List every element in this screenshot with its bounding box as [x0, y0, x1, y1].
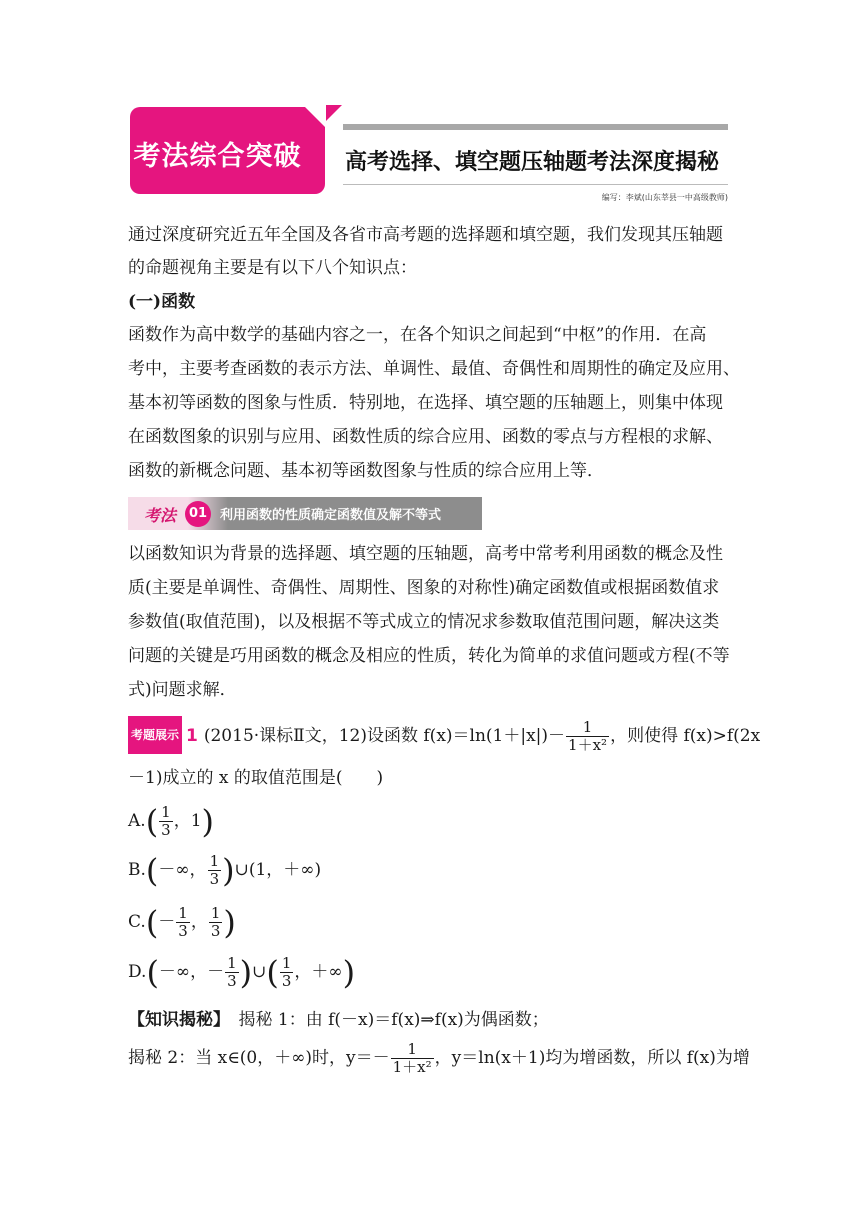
option-d-fraction-2 [280, 955, 294, 990]
option-d-label: D. [128, 962, 147, 982]
method-kaofa-label: 考法 [144, 506, 177, 525]
example-line-2: －1)成立的 x 的取值范围是( ) [128, 768, 384, 788]
paren-close: ) [223, 903, 236, 942]
option-c-mid: ， [190, 912, 208, 932]
fraction-numerator: 1 [391, 1041, 434, 1059]
paren-open: ( [145, 802, 159, 841]
option-a [128, 804, 736, 842]
example-condition: ，则使得 f(x)>f(2x [610, 726, 761, 746]
method-header [128, 497, 482, 530]
fraction-denominator: 3 [210, 922, 221, 940]
method-desc-line-2: 质(主要是单调性、奇偶性、周期性、图象的对称性)确定函数值或根据函数值求 [128, 578, 720, 598]
example-badge: 考题展示 [128, 716, 182, 754]
fraction-denominator: 3 [227, 972, 237, 990]
example-function: f(x)＝ln(1＋|x|)－ [423, 726, 566, 746]
method-number-badge: 01 [185, 501, 211, 527]
example-statement [128, 716, 761, 756]
example-source: (2015·课标Ⅱ文，12)设函数 [203, 726, 418, 746]
option-a-label: A. [128, 811, 146, 831]
banner-notch [305, 107, 325, 127]
fraction-denominator: 1＋x² [392, 1058, 432, 1076]
paren-open: ( [266, 953, 279, 992]
fraction-numerator: 1 [227, 954, 237, 972]
option-b [128, 853, 736, 891]
method-desc-line-5: 式)问题求解． [128, 680, 237, 700]
paren-close: ) [201, 802, 215, 841]
paren-close: ) [342, 953, 356, 992]
fraction-numerator: 1 [209, 852, 220, 870]
fraction-numerator: 1 [210, 904, 221, 922]
option-c [128, 905, 736, 943]
fraction-denominator: 3 [161, 821, 171, 839]
paren-open: ( [145, 851, 159, 890]
paren-open: ( [145, 903, 159, 942]
banner-corner-flag [326, 105, 342, 121]
reveal-2-pre: 揭秘 2：当 x∈(0，＋∞)时，y＝－ [128, 1048, 390, 1068]
banner-subtitle: 高考选择、填空题压轴题考法深度揭秘 [345, 150, 720, 175]
fraction-numerator: 1 [281, 954, 292, 972]
fraction-denominator: 3 [281, 972, 292, 990]
paren-close: ) [222, 851, 235, 890]
option-a-fraction [159, 804, 173, 839]
fraction-denominator: 3 [209, 870, 220, 888]
banner-label: 考法综合突破 [133, 141, 302, 172]
option-b-rest: ∪(1，＋∞) [234, 860, 322, 880]
reveal-label: 【知识揭秘】 [128, 1010, 222, 1030]
example-fraction [566, 719, 609, 754]
editor-note: 编写：李斌(山东莘县一中高级教师) [601, 193, 728, 202]
option-d-rest: ，＋∞ [294, 962, 343, 982]
section-heading: (一)函数 [128, 292, 196, 312]
section-line-4: 在函数图象的识别与应用、函数性质的综合应用、函数的零点与方程根的求解、 [128, 427, 723, 447]
section-line-2: 考中，主要考查函数的表示方法、单调性、最值、奇偶性和周期性的确定及应用、 [128, 359, 740, 379]
banner-label-box [130, 107, 325, 194]
reveal-line-1 [128, 1010, 736, 1030]
reveal-2-post: ，y＝ln(x＋1)均为增函数，所以 f(x)为增 [434, 1048, 750, 1068]
option-d-mid: ∪ [252, 962, 267, 982]
method-desc-line-1: 以函数知识为背景的选择题、填空题的压轴题，高考中常考利用函数的概念及性 [128, 544, 723, 564]
paren-open: ( [146, 953, 159, 992]
method-title: 利用函数的性质确定函数值及解不等式 [220, 508, 442, 523]
banner-top-rule [343, 124, 728, 130]
section-line-3: 基本初等函数的图象与性质．特别地，在选择、填空题的压轴题上，则集中体现 [128, 393, 723, 413]
option-b-pre: －∞， [158, 860, 207, 880]
option-a-rest: ，1 [173, 811, 202, 831]
method-desc-line-4: 问题的关键是巧用函数的概念及相应的性质，转化为简单的求值问题或方程(不等 [128, 646, 730, 666]
paren-close: ) [239, 953, 253, 992]
option-d-fraction-1 [225, 955, 239, 990]
fraction-numerator: 1 [178, 904, 188, 922]
option-b-label: B. [128, 860, 146, 880]
option-c-pre: － [158, 912, 176, 932]
reveal-1: 揭秘 1：由 f(－x)＝f(x)⇒f(x)为偶函数； [238, 1010, 549, 1030]
reveal-line-2 [128, 1040, 750, 1080]
option-c-fraction-2 [209, 905, 223, 940]
option-c-fraction-1 [176, 905, 190, 940]
option-d-pre: －∞，－ [158, 962, 225, 982]
fraction-denominator: 3 [178, 922, 188, 940]
fraction-denominator: 1＋x² [568, 736, 608, 754]
intro-line-1: 通过深度研究近五年全国及各省市高考题的选择题和填空题，我们发现其压轴题 [128, 225, 723, 245]
intro-line-2: 的命题视角主要是有以下八个知识点： [128, 258, 417, 278]
fraction-numerator: 1 [566, 719, 609, 737]
banner-bottom-rule [343, 184, 728, 185]
option-c-label: C. [128, 912, 146, 932]
section-line-5: 函数的新概念问题、基本初等函数图象与性质的综合应用上等． [128, 461, 604, 481]
option-d [128, 955, 736, 993]
option-b-fraction [208, 853, 222, 888]
reveal-fraction [391, 1041, 434, 1076]
example-number: 1 [186, 726, 198, 746]
section-line-1: 函数作为高中数学的基础内容之一，在各个知识之间起到“中枢”的作用．在高 [128, 325, 707, 345]
fraction-numerator: 1 [161, 803, 171, 821]
method-desc-line-3: 参数值(取值范围)，以及根据不等式成立的情况求参数取值范围问题，解决这类 [128, 612, 720, 632]
